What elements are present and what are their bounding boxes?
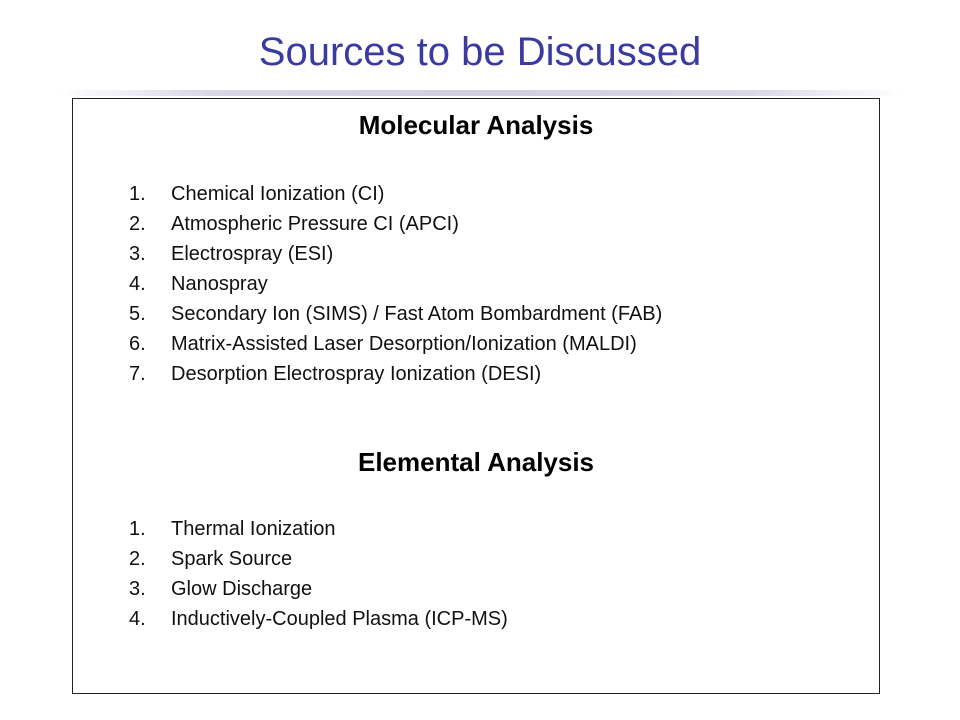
list-item-label: Matrix-Assisted Laser Desorption/Ionization (MALDI) <box>171 333 637 355</box>
list-item <box>73 514 879 544</box>
list-item-number: 1. <box>129 518 146 540</box>
list-item-label: Thermal Ionization <box>171 518 336 540</box>
list-item-label: Inductively-Coupled Plasma (ICP-MS) <box>171 608 508 630</box>
list-item <box>73 239 879 269</box>
list-item <box>73 299 879 329</box>
elemental-analysis-heading: Elemental Analysis <box>357 447 595 477</box>
list-item-number: 2. <box>129 548 146 570</box>
list-item-number: 5. <box>129 303 146 325</box>
list-item-label: Atmospheric Pressure CI (APCI) <box>171 213 459 235</box>
list-item-number: 4. <box>129 273 146 295</box>
list-item <box>73 574 879 604</box>
list-item <box>73 179 879 209</box>
list-item <box>73 329 879 359</box>
list-item-number: 6. <box>129 333 146 355</box>
slide-title: Sources to be Discussed <box>258 30 702 74</box>
list-item-number: 3. <box>129 243 146 265</box>
list-item-number: 1. <box>129 183 146 205</box>
list-item <box>73 269 879 299</box>
list-item <box>73 359 879 389</box>
title-divider <box>60 90 900 96</box>
molecular-analysis-list <box>73 179 879 389</box>
list-item-label: Glow Discharge <box>171 578 313 600</box>
list-item-label: Chemical Ionization (CI) <box>171 183 385 205</box>
elemental-analysis-list <box>73 514 879 634</box>
list-item-label: Spark Source <box>171 548 293 570</box>
list-item-label: Nanospray <box>171 273 268 295</box>
content-box <box>72 98 880 694</box>
list-item <box>73 604 879 634</box>
list-item-label: Secondary Ion (SIMS) / Fast Atom Bombardment (FAB) <box>171 303 663 325</box>
molecular-analysis-heading: Molecular Analysis <box>358 110 594 140</box>
list-item-number: 4. <box>129 608 146 630</box>
list-item-number: 3. <box>129 578 146 600</box>
list-item-number: 7. <box>129 363 146 385</box>
list-item-label: Electrospray (ESI) <box>171 243 334 265</box>
list-item-label: Desorption Electrospray Ionization (DESI) <box>171 363 542 385</box>
list-item-number: 2. <box>129 213 146 235</box>
list-item <box>73 544 879 574</box>
list-item <box>73 209 879 239</box>
